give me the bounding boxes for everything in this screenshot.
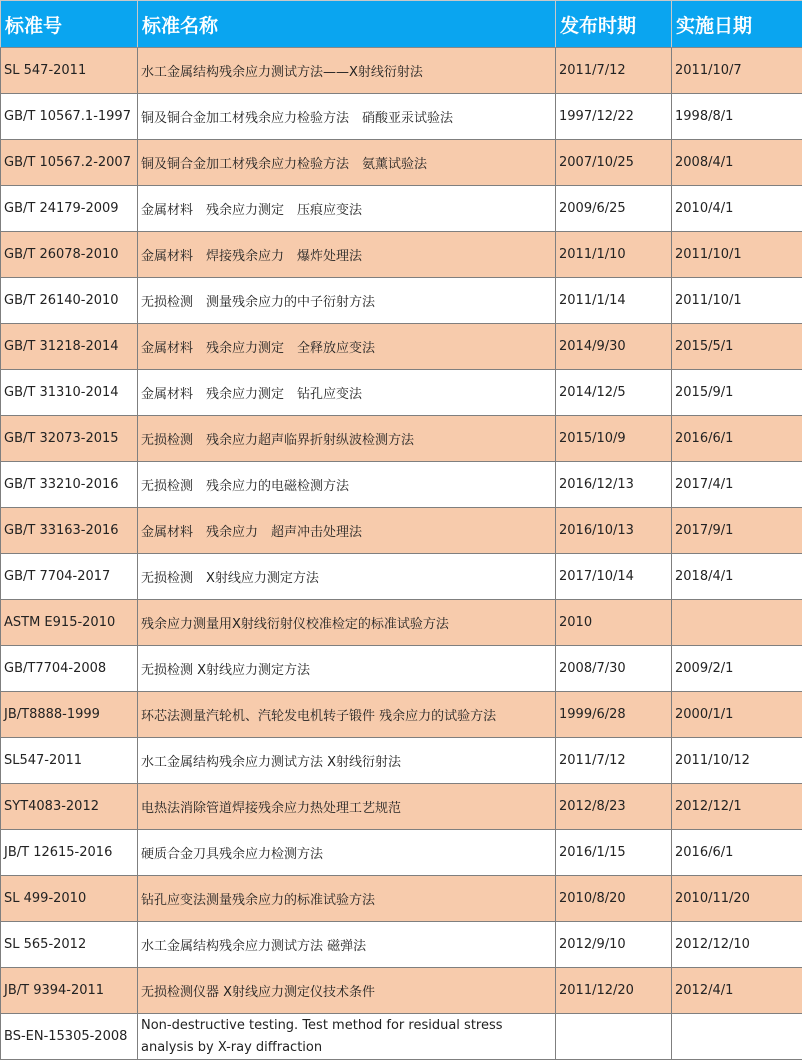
standard-code-cell: GB/T 10567.1-1997: [1, 94, 138, 140]
standard-name-cell: 水工金属结构残余应力测试方法 X射线衍射法: [138, 738, 556, 784]
standard-name-cell: 残余应力测量用X射线衍射仪校准检定的标准试验方法: [138, 600, 556, 646]
standard-code-cell: GB/T 31218-2014: [1, 324, 138, 370]
standard-code-cell: GB/T 33210-2016: [1, 462, 138, 508]
effective-date-cell: 2016/6/1: [672, 830, 802, 876]
standard-code-cell: SL 499-2010: [1, 876, 138, 922]
standard-code-cell: SL 547-2011: [1, 48, 138, 94]
effective-date-cell: 1998/8/1: [672, 94, 802, 140]
effective-date-cell: 2012/4/1: [672, 968, 802, 1014]
standard-code-cell: SL547-2011: [1, 738, 138, 784]
effective-date-cell: 2011/10/12: [672, 738, 802, 784]
publish-date-cell: 2011/7/12: [556, 48, 672, 94]
standard-name-cell: 金属材料 残余应力 超声冲击处理法: [138, 508, 556, 554]
table-row: [1, 830, 802, 876]
standard-name-cell: 无损检测仪器 X射线应力测定仪技术条件: [138, 968, 556, 1014]
header-row: [1, 1, 802, 48]
standard-code-cell: GB/T 33163-2016: [1, 508, 138, 554]
publish-date-cell: 2011/12/20: [556, 968, 672, 1014]
standard-code-cell: GB/T 24179-2009: [1, 186, 138, 232]
table-row: [1, 600, 802, 646]
standard-name-cell: 水工金属结构残余应力测试方法 磁弹法: [138, 922, 556, 968]
table-row: [1, 462, 802, 508]
publish-date-cell: 2012/8/23: [556, 784, 672, 830]
standard-name-cell: 无损检测 测量残余应力的中子衍射方法: [138, 278, 556, 324]
effective-date-cell: 2018/4/1: [672, 554, 802, 600]
standard-code-cell: ASTM E915-2010: [1, 600, 138, 646]
standard-name-cell: 金属材料 焊接残余应力 爆炸处理法: [138, 232, 556, 278]
publish-date-cell: 2011/1/14: [556, 278, 672, 324]
table-row: [1, 232, 802, 278]
standard-name-cell: 铜及铜合金加工材残余应力检验方法 硝酸亚汞试验法: [138, 94, 556, 140]
standard-name-cell: 金属材料 残余应力测定 压痕应变法: [138, 186, 556, 232]
table-row: [1, 416, 802, 462]
standard-name-cell: 硬质合金刀具残余应力检测方法: [138, 830, 556, 876]
standard-name-cell: Non-destructive testing. Test method for residual stress analysis by X-ray diffraction: [138, 1014, 556, 1060]
effective-date-cell: 2000/1/1: [672, 692, 802, 738]
table-row: [1, 48, 802, 94]
publish-date-cell: 2017/10/14: [556, 554, 672, 600]
standard-code-cell: JB/T 9394-2011: [1, 968, 138, 1014]
header-effective-date: 实施日期: [672, 1, 802, 48]
table-row: [1, 94, 802, 140]
standard-code-cell: GB/T 26140-2010: [1, 278, 138, 324]
publish-date-cell: 2014/12/5: [556, 370, 672, 416]
effective-date-cell: 2017/9/1: [672, 508, 802, 554]
publish-date-cell: 2010: [556, 600, 672, 646]
standard-name-cell: 铜及铜合金加工材残余应力检验方法 氨薰试验法: [138, 140, 556, 186]
standard-code-cell: GB/T7704-2008: [1, 646, 138, 692]
standard-name-cell: 电热法消除管道焊接残余应力热处理工艺规范: [138, 784, 556, 830]
publish-date-cell: 1999/6/28: [556, 692, 672, 738]
table-row: [1, 186, 802, 232]
effective-date-cell: 2011/10/7: [672, 48, 802, 94]
standard-name-cell: 金属材料 残余应力测定 全释放应变法: [138, 324, 556, 370]
table-row: [1, 324, 802, 370]
table-row: [1, 508, 802, 554]
table-row: [1, 922, 802, 968]
publish-date-cell: 2010/8/20: [556, 876, 672, 922]
effective-date-cell: 2012/12/1: [672, 784, 802, 830]
table-row: [1, 738, 802, 784]
table-row: [1, 968, 802, 1014]
standard-code-cell: SYT4083-2012: [1, 784, 138, 830]
table-row: [1, 554, 802, 600]
effective-date-cell: 2012/12/10: [672, 922, 802, 968]
effective-date-cell: 2016/6/1: [672, 416, 802, 462]
effective-date-cell: 2015/5/1: [672, 324, 802, 370]
effective-date-cell: [672, 600, 802, 646]
publish-date-cell: 2007/10/25: [556, 140, 672, 186]
standard-code-cell: GB/T 7704-2017: [1, 554, 138, 600]
standard-code-cell: GB/T 32073-2015: [1, 416, 138, 462]
table-row: [1, 140, 802, 186]
publish-date-cell: [556, 1014, 672, 1060]
standard-name-cell: 无损检测 残余应力超声临界折射纵波检测方法: [138, 416, 556, 462]
publish-date-cell: 1997/12/22: [556, 94, 672, 140]
standard-code-cell: BS-EN-15305-2008: [1, 1014, 138, 1060]
publish-date-cell: 2016/1/15: [556, 830, 672, 876]
standard-name-cell: 无损检测 X射线应力测定方法: [138, 554, 556, 600]
publish-date-cell: 2015/10/9: [556, 416, 672, 462]
table-row: [1, 876, 802, 922]
standard-code-cell: JB/T8888-1999: [1, 692, 138, 738]
standard-code-cell: GB/T 26078-2010: [1, 232, 138, 278]
publish-date-cell: 2011/1/10: [556, 232, 672, 278]
standard-code-cell: GB/T 10567.2-2007: [1, 140, 138, 186]
publish-date-cell: 2014/9/30: [556, 324, 672, 370]
effective-date-cell: 2017/4/1: [672, 462, 802, 508]
table-row: [1, 646, 802, 692]
table-row: [1, 784, 802, 830]
standard-name-cell: 无损检测 残余应力的电磁检测方法: [138, 462, 556, 508]
publish-date-cell: 2008/7/30: [556, 646, 672, 692]
effective-date-cell: 2010/11/20: [672, 876, 802, 922]
table-row: [1, 370, 802, 416]
standard-code-cell: GB/T 31310-2014: [1, 370, 138, 416]
standard-code-cell: JB/T 12615-2016: [1, 830, 138, 876]
publish-date-cell: 2016/12/13: [556, 462, 672, 508]
standard-name-cell: 环芯法测量汽轮机、汽轮发电机转子锻件 残余应力的试验方法: [138, 692, 556, 738]
header-standard-code: 标准号: [1, 1, 138, 48]
standard-name-cell: 金属材料 残余应力测定 钻孔应变法: [138, 370, 556, 416]
table-row: [1, 1014, 802, 1060]
standard-name-cell: 无损检测 X射线应力测定方法: [138, 646, 556, 692]
standard-name-cell: 水工金属结构残余应力测试方法——X射线衍射法: [138, 48, 556, 94]
publish-date-cell: 2011/7/12: [556, 738, 672, 784]
header-standard-name: 标准名称: [138, 1, 556, 48]
effective-date-cell: 2010/4/1: [672, 186, 802, 232]
table-row: [1, 278, 802, 324]
publish-date-cell: 2012/9/10: [556, 922, 672, 968]
publish-date-cell: 2016/10/13: [556, 508, 672, 554]
effective-date-cell: 2011/10/1: [672, 232, 802, 278]
effective-date-cell: 2008/4/1: [672, 140, 802, 186]
header-publish-date: 发布时期: [556, 1, 672, 48]
effective-date-cell: 2011/10/1: [672, 278, 802, 324]
effective-date-cell: 2015/9/1: [672, 370, 802, 416]
publish-date-cell: 2009/6/25: [556, 186, 672, 232]
standard-name-cell: 钻孔应变法测量残余应力的标准试验方法: [138, 876, 556, 922]
effective-date-cell: [672, 1014, 802, 1060]
table-row: [1, 692, 802, 738]
effective-date-cell: 2009/2/1: [672, 646, 802, 692]
standard-code-cell: SL 565-2012: [1, 922, 138, 968]
